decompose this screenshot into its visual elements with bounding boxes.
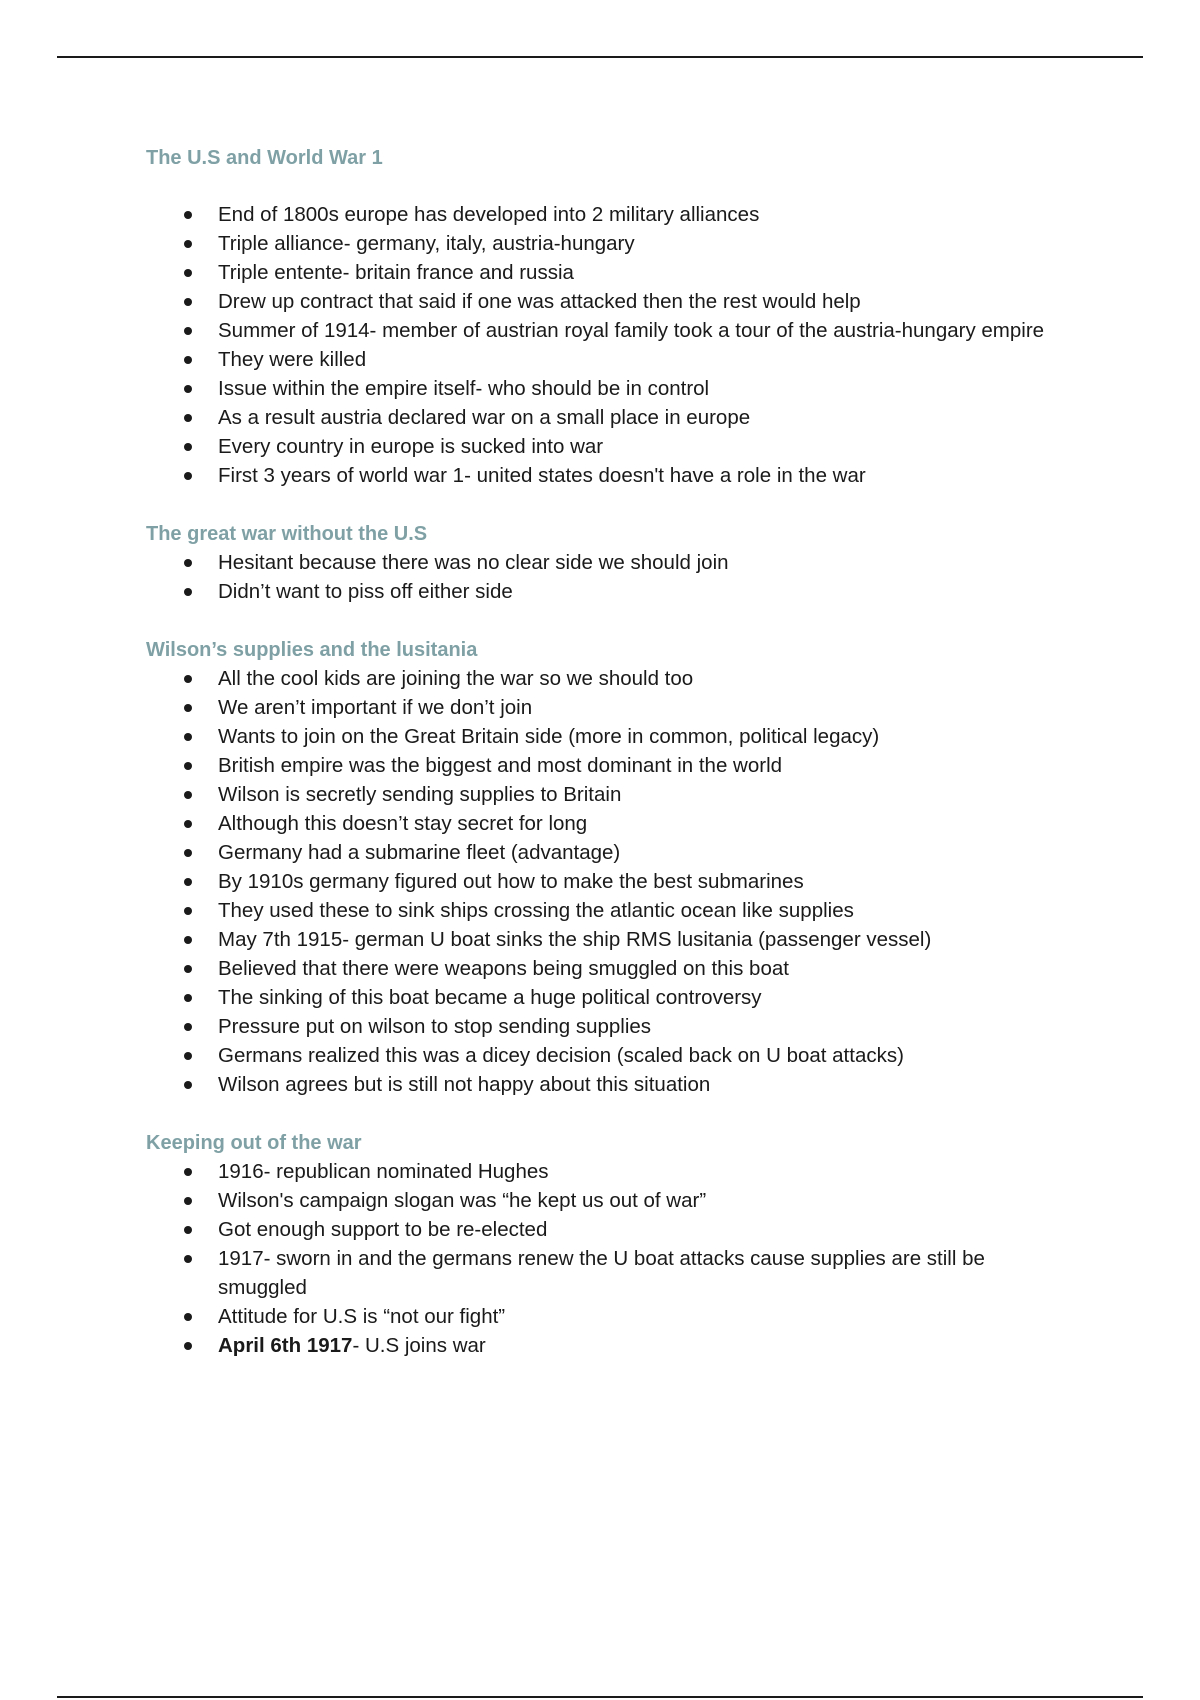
list-item — [146, 1331, 1066, 1360]
list-item-text: - U.S joins war — [352, 1334, 486, 1357]
list-item: The sinking of this boat became a huge political controversy — [146, 983, 1066, 1012]
list-item: Drew up contract that said if one was attacked then the rest would help — [146, 287, 1066, 316]
list-item: Wilson agrees but is still not happy about this situation — [146, 1070, 1066, 1099]
bullet-list — [146, 1157, 1066, 1360]
section-heading: Keeping out of the war — [146, 1132, 362, 1154]
list-item: Got enough support to be re-elected — [146, 1215, 1066, 1244]
list-item: They were killed — [146, 345, 1066, 374]
list-item: We aren’t important if we don’t join — [146, 693, 1066, 722]
list-item: Germany had a submarine fleet (advantage) — [146, 838, 1066, 867]
list-item: Triple entente- britain france and russia — [146, 258, 1066, 287]
section-wilsons-supplies — [146, 636, 1066, 1099]
list-item: 1917- sworn in and the germans renew the U boat attacks cause supplies are still be smuggled — [146, 1244, 1066, 1302]
list-item: End of 1800s europe has developed into 2 military alliances — [146, 200, 1066, 229]
list-item: Every country in europe is sucked into war — [146, 432, 1066, 461]
list-item: Summer of 1914- member of austrian royal family took a tour of the austria-hungary empire — [146, 316, 1066, 345]
list-item: British empire was the biggest and most dominant in the world — [146, 751, 1066, 780]
list-item: May 7th 1915- german U boat sinks the ship RMS lusitania (passenger vessel) — [146, 925, 1066, 954]
list-item: Although this doesn’t stay secret for long — [146, 809, 1066, 838]
list-item: By 1910s germany figured out how to make the best submarines — [146, 867, 1066, 896]
list-item: Germans realized this was a dicey decision (scaled back on U boat attacks) — [146, 1041, 1066, 1070]
bullet-list — [146, 200, 1066, 490]
list-item: Issue within the empire itself- who should be in control — [146, 374, 1066, 403]
list-item: 1916- republican nominated Hughes — [146, 1157, 1066, 1186]
list-item: Believed that there were weapons being smuggled on this boat — [146, 954, 1066, 983]
bottom-rule — [57, 1696, 1143, 1698]
bold-date: April 6th 1917 — [218, 1334, 353, 1357]
section-heading: The great war without the U.S — [146, 523, 428, 545]
list-item: Wants to join on the Great Britain side (more in common, political legacy) — [146, 722, 1066, 751]
bullet-list — [146, 548, 1066, 606]
list-item: All the cool kids are joining the war so we should too — [146, 664, 1066, 693]
list-item: They used these to sink ships crossing the atlantic ocean like supplies — [146, 896, 1066, 925]
section-us-and-ww1 — [146, 144, 1066, 490]
list-item: Triple alliance- germany, italy, austria-hungary — [146, 229, 1066, 258]
section-keeping-out-of-war — [146, 1129, 1066, 1360]
list-item: Pressure put on wilson to stop sending supplies — [146, 1012, 1066, 1041]
list-item: Wilson's campaign slogan was “he kept us out of war” — [146, 1186, 1066, 1215]
list-item: Attitude for U.S is “not our fight” — [146, 1302, 1066, 1331]
section-great-war-without-us — [146, 520, 1066, 606]
list-item: Hesitant because there was no clear side we should join — [146, 548, 1066, 577]
document-body — [146, 144, 1066, 1360]
section-heading: The U.S and World War 1 — [146, 147, 383, 169]
section-heading: Wilson’s supplies and the lusitania — [146, 639, 478, 661]
list-item: First 3 years of world war 1- united states doesn't have a role in the war — [146, 461, 1066, 490]
top-rule — [57, 56, 1143, 58]
list-item: Wilson is secretly sending supplies to Britain — [146, 780, 1066, 809]
list-item: As a result austria declared war on a small place in europe — [146, 403, 1066, 432]
list-item: Didn’t want to piss off either side — [146, 577, 1066, 606]
bullet-list — [146, 664, 1066, 1099]
